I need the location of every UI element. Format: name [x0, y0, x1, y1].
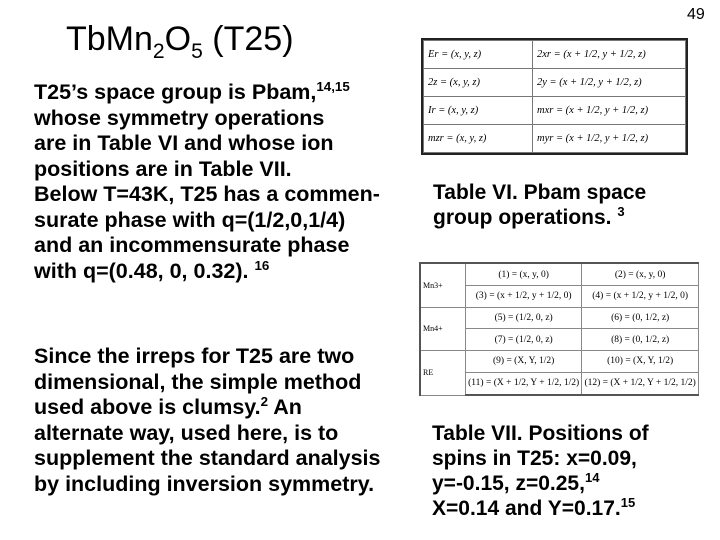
table-row: (3) = (x + 1/2, y + 1/2, 0) (4) = (x + 1/2, y + 1/2, 0): [420, 286, 699, 308]
text-line: by including inversion symmetry.: [34, 471, 375, 496]
table-vii-caption: [432, 421, 649, 521]
text-line: T25’s space group is Pbam,$^{14,15}$: [34, 78, 350, 104]
table-vi-operations: [421, 38, 688, 155]
text-line: used above is clumsy.$^2$ An: [34, 393, 302, 419]
table-row: Er = (x, y, z) 2xr = (x + 1/2, y + 1/2, z): [424, 41, 686, 69]
text-line: are in Table VI and whose ion: [34, 131, 334, 155]
ion-label: Mn3+: [420, 263, 466, 307]
ion-label: RE: [420, 351, 466, 395]
table-row: Mn3+ (1) = (x, y, 0) (2) = (x, y, 0): [420, 263, 699, 286]
irreps-paragraph: [34, 344, 381, 497]
table-row: Mn4+ (5) = (1/2, 0, z) (6) = (0, 1/2, z): [420, 307, 699, 329]
text-line: surate phase with q=(1/2,0,1/4): [34, 207, 346, 232]
caption-line: y=-0.15, z=0.25,14: [432, 470, 600, 495]
text-line: Since the irreps for T25 are two: [34, 344, 355, 368]
text-line: whose symmetry operations: [34, 105, 325, 130]
caption-line: spins in T25: x=0.09,: [432, 447, 637, 470]
slide-title: $TbMn_2O_5$ (T25): [66, 20, 294, 63]
caption-line: X=0.14 and Y=0.17.15: [432, 495, 636, 520]
table-row: RE (9) = (X, Y, 1/2) (10) = (X, Y, 1/2): [420, 351, 699, 373]
caption-line: Table VII. Positions of: [432, 422, 649, 445]
table-row: Ir = (x, y, z) mxr = (x + 1/2, y + 1/2, z): [424, 97, 686, 125]
text-line: and an incommensurate phase: [34, 233, 350, 257]
table-row: 2z = (x, y, z) 2y = (x + 1/2, y + 1/2, z): [424, 69, 686, 97]
text-line: alternate way, used here, is to: [34, 420, 339, 445]
page-number: 49: [687, 6, 705, 23]
text-line: dimensional, the simple method: [34, 369, 362, 394]
caption-line: Table VI. Pbam space: [433, 181, 647, 204]
table-vii-positions: [419, 262, 699, 396]
text-line: with q=(0.48, 0, 0.32). $^{16}$: [34, 257, 270, 283]
text-line: Below T=43K, T25 has a commen-: [34, 182, 380, 206]
table-row: (7) = (1/2, 0, z) (8) = (0, 1/2, z): [420, 329, 699, 351]
table-row: mzr = (x, y, z) myr = (x + 1/2, y + 1/2, z): [424, 125, 686, 153]
table-row: (11) = (X + 1/2, Y + 1/2, 1/2) (12) = (X + 1/2, Y + 1/2, 1/2): [420, 372, 699, 395]
caption-line: group operations. $^3$: [433, 204, 625, 229]
ion-label: Mn4+: [420, 307, 466, 350]
text-line: supplement the standard analysis: [34, 446, 381, 470]
table-vi-caption: [433, 180, 646, 230]
intro-paragraph: [34, 80, 380, 284]
text-line: positions are in Table VII.: [34, 156, 292, 181]
